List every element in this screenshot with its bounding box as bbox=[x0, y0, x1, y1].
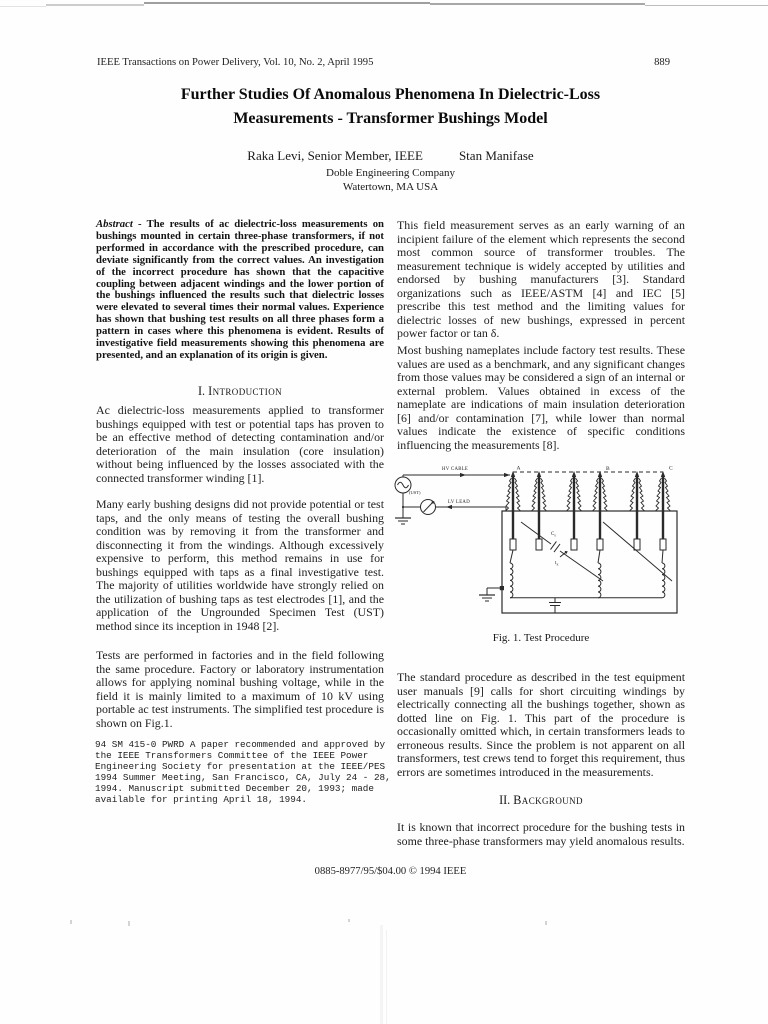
lv-lead-label: LV LEAD bbox=[448, 500, 470, 505]
page-number: 889 bbox=[654, 57, 670, 68]
paragraph-right-1: This field measurement serves as an early warning of an incipient failure of the element which represents the second most common source of transformer troubles. The measurement technique is widely accepted by utilities and endorsed by bushing manufacturers [3]. Standard organizations such as IEEE/ASTM [4] and IEC [5] prescribe this test method and the limiting values for dielectric losses of new bushings, expressed in percent power factor or tan δ. bbox=[397, 218, 685, 341]
author-primary: Raka Levi, Senior Member, IEEE bbox=[247, 148, 423, 163]
paragraph-right-2: Most bushing nameplates include factory test results. These values are used as a benchmark, and any significant changes from those values may be considered a sign of an internal or external problem. Values obtained in excess of the nameplate are indications of main insulation deterioration [6] and/or contamination [7], while lower than normal values indicate the existence of specific conditions influencing the measurements [8]. bbox=[397, 343, 685, 452]
footnote-paragraph: 94 SM 415-0 PWRD A paper recommended and approved by the IEEE Transformers Committee of the IEEE Power Engineering Society for presentation at the IEEE/PES 1994 Summer Meeting, San Francisco, CA, July 24 - 28, 1994. Manuscript submitted December 20, 1993; made available for printing April 18, 1994. bbox=[95, 739, 391, 805]
winding-ground-capacitor bbox=[549, 598, 561, 613]
section-heading-introduction bbox=[96, 384, 384, 399]
scan-edge-line bbox=[0, 6, 46, 7]
tank-ground-icon bbox=[479, 586, 504, 601]
figure-1-diagram bbox=[390, 456, 692, 624]
source-label: (UST) bbox=[409, 490, 421, 495]
section-title: Background bbox=[513, 793, 583, 807]
scan-edge-line bbox=[645, 5, 768, 7]
affiliation-location: Watertown, MA USA bbox=[342, 180, 439, 193]
section-number: I. bbox=[197, 384, 206, 398]
scan-speck bbox=[545, 921, 547, 925]
scan-speck bbox=[70, 920, 72, 924]
error-current-label: $I_E$ bbox=[555, 560, 559, 567]
section-heading-background bbox=[397, 793, 685, 808]
section-number: II. bbox=[499, 793, 511, 807]
scan-streak bbox=[380, 925, 383, 1024]
paragraph-right-4: It is known that incorrect procedure for the bushing tests in some three-phase transformers may yield anomalous results. bbox=[397, 820, 685, 848]
lv-lead-wire bbox=[402, 505, 506, 511]
bushing-icon bbox=[532, 471, 547, 550]
affiliation-block bbox=[96, 167, 685, 194]
bushing-icon bbox=[593, 471, 608, 550]
scan-edge-line bbox=[144, 2, 430, 4]
scan-speck bbox=[128, 921, 130, 926]
running-header bbox=[97, 57, 670, 68]
phase-a-label: A bbox=[516, 465, 521, 472]
phase-c-label: C bbox=[669, 465, 673, 472]
author-line bbox=[96, 148, 685, 164]
paragraph-intro-3: Tests are performed in factories and in the field following the same procedure. Factory or laboratory instrumentation allows for applying nominal bushing voltage, while in the field it is mainly limited to a maximum of 10 kV using portable ac test instruments. The simplified test procedure is shown on Fig.1. bbox=[96, 648, 384, 730]
abstract-text: - The results of ac dielectric-loss measurements on bushings mounted in certain three-phase transformers, if not performed in accordance with the prescribed procedure, can deviate significantly from the correct values. An investigation of the incorrect procedure has shown that the capacitive coupling between adjacent windings and the lower portion of the bushings influenced the results such that dielectric losses were elevated to several times their normal values. Experience has shown that bushing test results on all three phases form a pattern in cases where this phenomena is evident. Results of investigative field measurements showing this phenomena are presented, and an explanation of its origin is given. bbox=[96, 218, 384, 361]
bushing-icon bbox=[506, 471, 521, 550]
affiliation: Doble Engineering Company bbox=[326, 167, 455, 179]
scan-edge-line bbox=[46, 4, 144, 6]
copyright-footer: 0885-8977/95/$04.00 © 1994 IEEE bbox=[314, 866, 467, 877]
paragraph-intro-1: Ac dielectric-loss measurements applied to transformer bushings equipped with test or potential taps has proven to be an effective method of detecting contamination and/or deterioration of the main insulation (core insulation) without being influenced by the losses associated with the connected transformer winding [1]. bbox=[96, 403, 384, 485]
abstract-paragraph bbox=[96, 219, 384, 362]
figure-1 bbox=[390, 456, 692, 644]
bushing-icon bbox=[630, 471, 645, 550]
hv-cable-label: HV CABLE bbox=[442, 467, 469, 472]
ground-icon bbox=[395, 518, 411, 524]
paragraph-intro-2: Many early bushing designs did not provide potential or test taps, and the only means of testing the overall bushing condition was by removing it from the transformer and disconnecting it from the windings. Although excessively expensive to perform, this method remains in use for bushings equipped with taps as a final investigative test. The majority of utilities worldwide have strongly relied on the utilization of bushing taps as test electrodes [1], and the application of the Ungrounded Specimen Test (UST) method since its inception in 1948 [2]. bbox=[96, 497, 384, 633]
journal-name: IEEE Transactions on Power Delivery, Vol. 10, No. 2, April 1995 bbox=[97, 57, 374, 68]
winding-coils bbox=[510, 550, 665, 598]
scan-streak bbox=[386, 930, 387, 1024]
abstract-label: Abstract bbox=[96, 218, 133, 230]
section-title: Introduction bbox=[208, 384, 282, 398]
paper-title-line1: Further Studies Of Anomalous Phenomena In Dielectric-Loss bbox=[180, 86, 601, 103]
capacitor-symbol bbox=[551, 541, 561, 552]
phase-b-label: B bbox=[606, 466, 610, 472]
paper-title-line2: Measurements - Transformer Bushings Model bbox=[233, 109, 548, 127]
winding-connection-lines bbox=[521, 522, 672, 581]
paper-title bbox=[96, 83, 685, 130]
meter-icon bbox=[421, 500, 436, 515]
stray-capacitance-label: $C_s$ bbox=[551, 532, 556, 538]
hv-cable-wire bbox=[403, 473, 510, 477]
bushing-icon bbox=[656, 471, 671, 550]
author-secondary: Stan Manifase bbox=[458, 148, 534, 163]
scan-speck bbox=[348, 919, 350, 922]
ac-source-icon bbox=[395, 475, 411, 518]
paragraph-right-3: The standard procedure as described in the test equipment user manuals [9] calls for short circuiting windings by electrically connecting all the bushings together, shown as dotted line on Fig. 1. This part of the procedure is occasionally omitted which, in certain transformers leads to erroneous results. Since the problem is not apparent on all transformers, test crews tend to forget this requirement, thus errors are sometimes introduced in the measurements. bbox=[397, 670, 685, 779]
bushing-icon bbox=[567, 471, 582, 550]
figure-caption: Fig. 1. Test Procedure bbox=[492, 632, 590, 644]
scan-edge-line bbox=[430, 3, 645, 5]
